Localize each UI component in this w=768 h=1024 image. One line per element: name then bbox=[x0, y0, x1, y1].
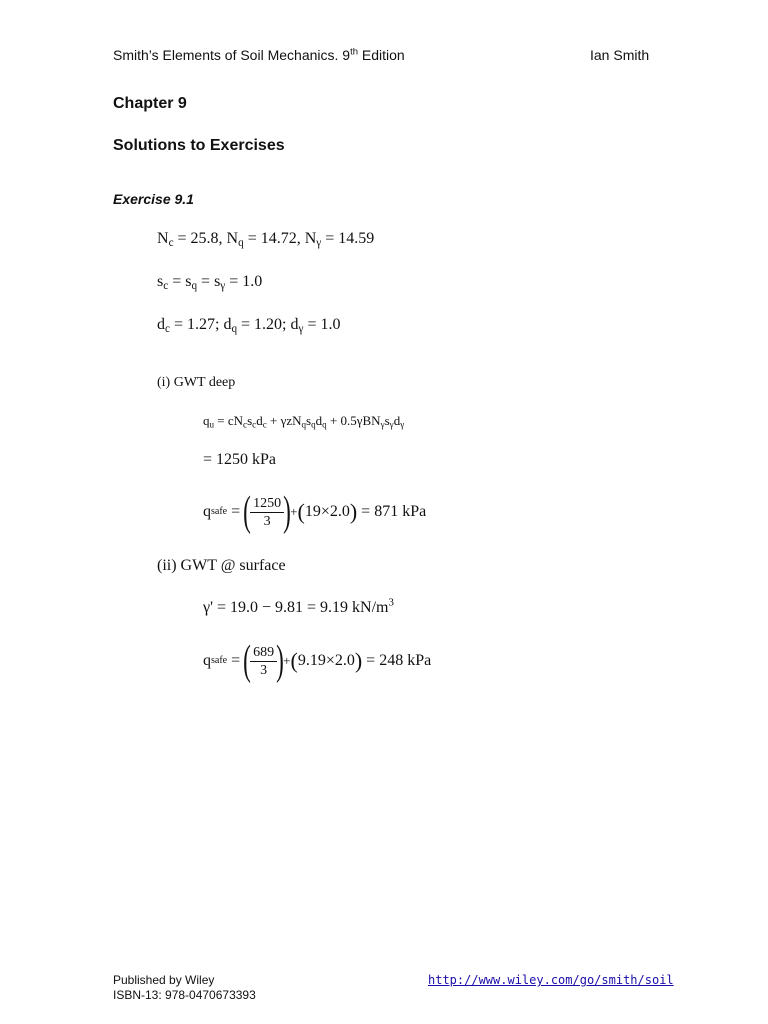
eq-part: 19×2.0 bbox=[304, 503, 350, 520]
eq-part: s bbox=[247, 413, 253, 428]
depth-factors bbox=[157, 316, 340, 334]
eq-part: = s bbox=[168, 273, 192, 290]
fraction-denominator: 3 bbox=[260, 662, 268, 678]
footer-isbn: ISBN-13: 978-0470673393 bbox=[113, 988, 256, 1002]
bearing-capacity-factors bbox=[157, 230, 374, 248]
eq-sub: q bbox=[311, 419, 316, 430]
eq-sub: u bbox=[209, 419, 215, 430]
eq-sub: γ bbox=[298, 322, 304, 335]
safe-bearing-equation-1 bbox=[203, 490, 426, 534]
eq-part: = bbox=[227, 503, 245, 520]
eq-sub: c bbox=[168, 236, 174, 249]
fraction bbox=[250, 644, 277, 679]
eq-sub: safe bbox=[211, 655, 228, 666]
eq-part: = 14.59 bbox=[321, 230, 375, 247]
fraction bbox=[250, 495, 284, 530]
eq-part: q bbox=[203, 503, 211, 520]
safe-bearing-answer-1: = 871 kPa bbox=[357, 503, 427, 520]
ultimate-bearing-result: = 1250 kPa bbox=[203, 451, 277, 468]
eq-part: s bbox=[157, 273, 164, 290]
eq-part: d bbox=[256, 413, 263, 428]
safe-bearing-equation-2 bbox=[203, 639, 431, 683]
edition-word: Edition bbox=[358, 47, 405, 63]
eq-sub: q bbox=[238, 236, 244, 249]
eq-part: 9.19×2.0 bbox=[297, 652, 355, 669]
ultimate-bearing-equation bbox=[203, 413, 404, 429]
chapter-heading: Chapter 9 bbox=[113, 95, 187, 112]
eq-sub: c bbox=[252, 419, 257, 430]
right-paren: ) bbox=[354, 648, 363, 673]
eq-part: s bbox=[306, 413, 312, 428]
book-title: Smith’s Elements of Soil Mechanics. 9 bbox=[113, 47, 351, 63]
eq-sup: 3 bbox=[388, 596, 394, 609]
eq-part: = 1.27; d bbox=[169, 316, 232, 333]
eq-part: d bbox=[315, 413, 323, 428]
eq-part: = 1.20; d bbox=[237, 316, 299, 333]
eq-sub: safe bbox=[211, 506, 228, 517]
eq-part: γ' = 19.0 − 9.81 = 9.19 kN/m bbox=[203, 599, 389, 616]
case-2-label: (ii) GWT @ surface bbox=[157, 557, 286, 574]
right-paren: ) bbox=[349, 499, 358, 524]
edition-superscript: th bbox=[350, 46, 359, 58]
footer-url-link[interactable]: http://www.wiley.com/go/smith/soil bbox=[428, 973, 674, 987]
fraction-numerator: 1250 bbox=[250, 495, 284, 513]
section-heading: Solutions to Exercises bbox=[113, 137, 285, 154]
eq-part: N bbox=[157, 230, 169, 247]
left-paren: ( bbox=[243, 638, 251, 684]
eq-part: s bbox=[384, 413, 390, 428]
exercise-heading: Exercise 9.1 bbox=[113, 191, 194, 207]
eq-sub: c bbox=[165, 322, 170, 335]
fraction-denominator: 3 bbox=[263, 513, 271, 529]
eq-part: d bbox=[157, 316, 165, 333]
footer-publisher: Published by Wiley bbox=[113, 973, 215, 987]
eq-sub: q bbox=[231, 322, 238, 335]
eq-sub: γ bbox=[220, 279, 226, 292]
eq-part: = 1.0 bbox=[303, 316, 341, 333]
eq-part: q bbox=[203, 652, 211, 669]
eq-sub: γ bbox=[389, 419, 394, 430]
running-header-title bbox=[113, 47, 405, 63]
left-paren: ( bbox=[243, 489, 251, 535]
left-paren: ( bbox=[297, 499, 305, 524]
eq-part: + 0.5γBN bbox=[326, 413, 381, 428]
eq-sub: q bbox=[322, 419, 327, 430]
eq-part: + γzN bbox=[266, 413, 302, 428]
eq-part: = 14.72, N bbox=[243, 230, 317, 247]
eq-sub: γ bbox=[400, 419, 405, 430]
eq-part: q bbox=[203, 413, 210, 428]
case-1-label: (i) GWT deep bbox=[157, 375, 236, 390]
eq-sub: γ bbox=[316, 236, 322, 249]
running-header-author: Ian Smith bbox=[590, 47, 650, 63]
eq-part: = bbox=[227, 652, 245, 669]
eq-sub: c bbox=[262, 419, 267, 430]
plus-sign: + bbox=[283, 653, 291, 668]
fraction-numerator: 689 bbox=[250, 644, 277, 662]
shape-factors bbox=[157, 273, 262, 291]
eq-part: = cN bbox=[214, 413, 244, 428]
submerged-unit-weight bbox=[203, 596, 394, 617]
eq-part: d bbox=[393, 413, 401, 428]
eq-sub: q bbox=[191, 279, 198, 292]
left-paren: ( bbox=[290, 648, 298, 673]
right-paren: ) bbox=[283, 489, 291, 535]
eq-sub: c bbox=[163, 279, 169, 292]
eq-sub: c bbox=[243, 419, 248, 430]
plus-sign: + bbox=[290, 504, 298, 519]
eq-part: = 1.0 bbox=[225, 273, 263, 290]
eq-sub: q bbox=[301, 419, 307, 430]
eq-part: = s bbox=[197, 273, 221, 290]
safe-bearing-answer-2: = 248 kPa bbox=[362, 652, 432, 669]
eq-sub: γ bbox=[380, 419, 385, 430]
eq-part: = 25.8, N bbox=[173, 230, 239, 247]
right-paren: ) bbox=[276, 638, 284, 684]
